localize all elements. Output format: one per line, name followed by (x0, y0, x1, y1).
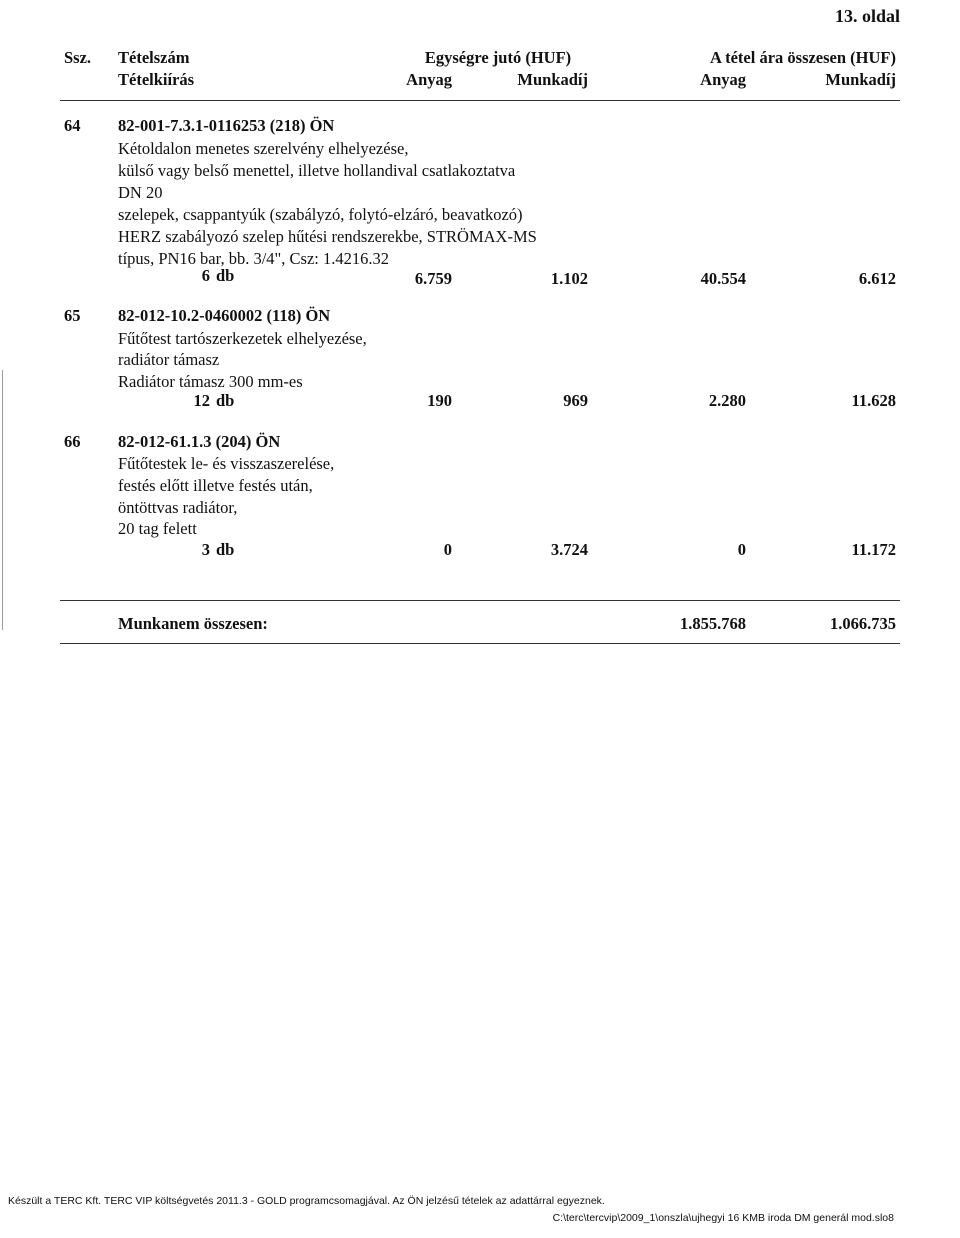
header-total-labor: Munkadíj (825, 70, 896, 89)
summary-top-rule (60, 600, 900, 601)
header-total-material: Anyag (700, 70, 746, 89)
item-unit-labor: 3.724 (550, 540, 588, 559)
item-ssz: 65 (64, 306, 81, 325)
item-desc-line: szelepek, csappantyúk (szabályzó, folytó-elzáró, beavatkozó) (118, 205, 523, 224)
header-unit-price: Egységre jutó (HUF) (424, 48, 572, 67)
item-total-labor: 6.612 (858, 269, 896, 288)
summary-bottom-rule (60, 643, 900, 644)
header-item-desc: Tételkiírás (118, 70, 195, 89)
page-number: 13. oldal (834, 6, 900, 26)
item-qty: 12 (193, 391, 210, 410)
item-desc-line: festés előtt illetve festés után, (118, 476, 313, 495)
item-total-material: 40.554 (700, 269, 746, 288)
item-desc-line: radiátor támasz (118, 350, 220, 369)
item-unit-labor: 1.102 (550, 269, 588, 288)
item-unit: db (216, 540, 235, 559)
item-unit-labor: 969 (563, 391, 588, 410)
item-ssz: 66 (64, 432, 81, 451)
item-total-material: 2.280 (708, 391, 746, 410)
item-qty: 3 (201, 540, 210, 559)
item-desc-line: HERZ szabályozó szelep hűtési rendszerekbe, STRÖMAX-MS (118, 227, 537, 246)
item-total-labor: 11.628 (851, 391, 896, 410)
item-unit-material: 0 (443, 540, 452, 559)
item-ssz: 64 (64, 116, 81, 135)
summary-total-labor: 1.066.735 (830, 614, 896, 633)
scan-edge-line (2, 370, 3, 630)
header-item-no: Tételszám (118, 48, 190, 67)
item-desc-line: Fűtőtest tartószerkezetek elhelyezése, (118, 329, 367, 348)
item-code: 82-012-61.1.3 (204) ÖN (118, 432, 281, 451)
footer-line-2: C:\terc\tercvip\2009_1\onszla\ujhegyi 16 KMB iroda DM generál mod.slo8 (552, 1212, 894, 1224)
item-desc-line: Radiátor támasz 300 mm-es (118, 372, 303, 391)
item-desc-line: külső vagy belső menettel, illetve hollandival csatlakoztatva (118, 161, 516, 180)
item-desc-line: Fűtőtestek le- és visszaszerelése, (118, 454, 335, 473)
item-desc-line: DN 20 (118, 183, 163, 202)
footer-line-1: Készült a TERC Kft. TERC VIP költségvetés 2011.3 - GOLD programcsomagjával. Az ÖN jelzésű tételek az adattárral egyeznek. (8, 1195, 605, 1207)
header-rule (60, 100, 900, 101)
header-ssz: Ssz. (64, 48, 92, 67)
item-desc-line: Kétoldalon menetes szerelvény elhelyezése, (118, 139, 409, 158)
item-total-labor: 11.172 (851, 540, 896, 559)
header-total-price: A tétel ára összesen (HUF) (709, 48, 896, 67)
item-code: 82-012-10.2-0460002 (118) ÖN (118, 306, 331, 325)
item-unit-material: 6.759 (414, 269, 452, 288)
summary-label: Munkanem összesen: (118, 614, 268, 633)
item-unit: db (216, 391, 235, 410)
header-unit-labor: Munkadíj (517, 70, 588, 89)
item-desc-line: 20 tag felett (118, 519, 197, 538)
item-desc-line: típus, PN16 bar, bb. 3/4", Csz: 1.4216.32 (118, 249, 389, 268)
summary-total-material: 1.855.768 (680, 614, 746, 633)
item-unit-material: 190 (427, 391, 452, 410)
header-unit-material: Anyag (406, 70, 452, 89)
item-qty: 6 (201, 266, 210, 285)
item-code: 82-001-7.3.1-0116253 (218) ÖN (118, 116, 335, 135)
item-unit: db (216, 266, 235, 285)
item-desc-line: öntöttvas radiátor, (118, 498, 238, 517)
item-total-material: 0 (737, 540, 746, 559)
